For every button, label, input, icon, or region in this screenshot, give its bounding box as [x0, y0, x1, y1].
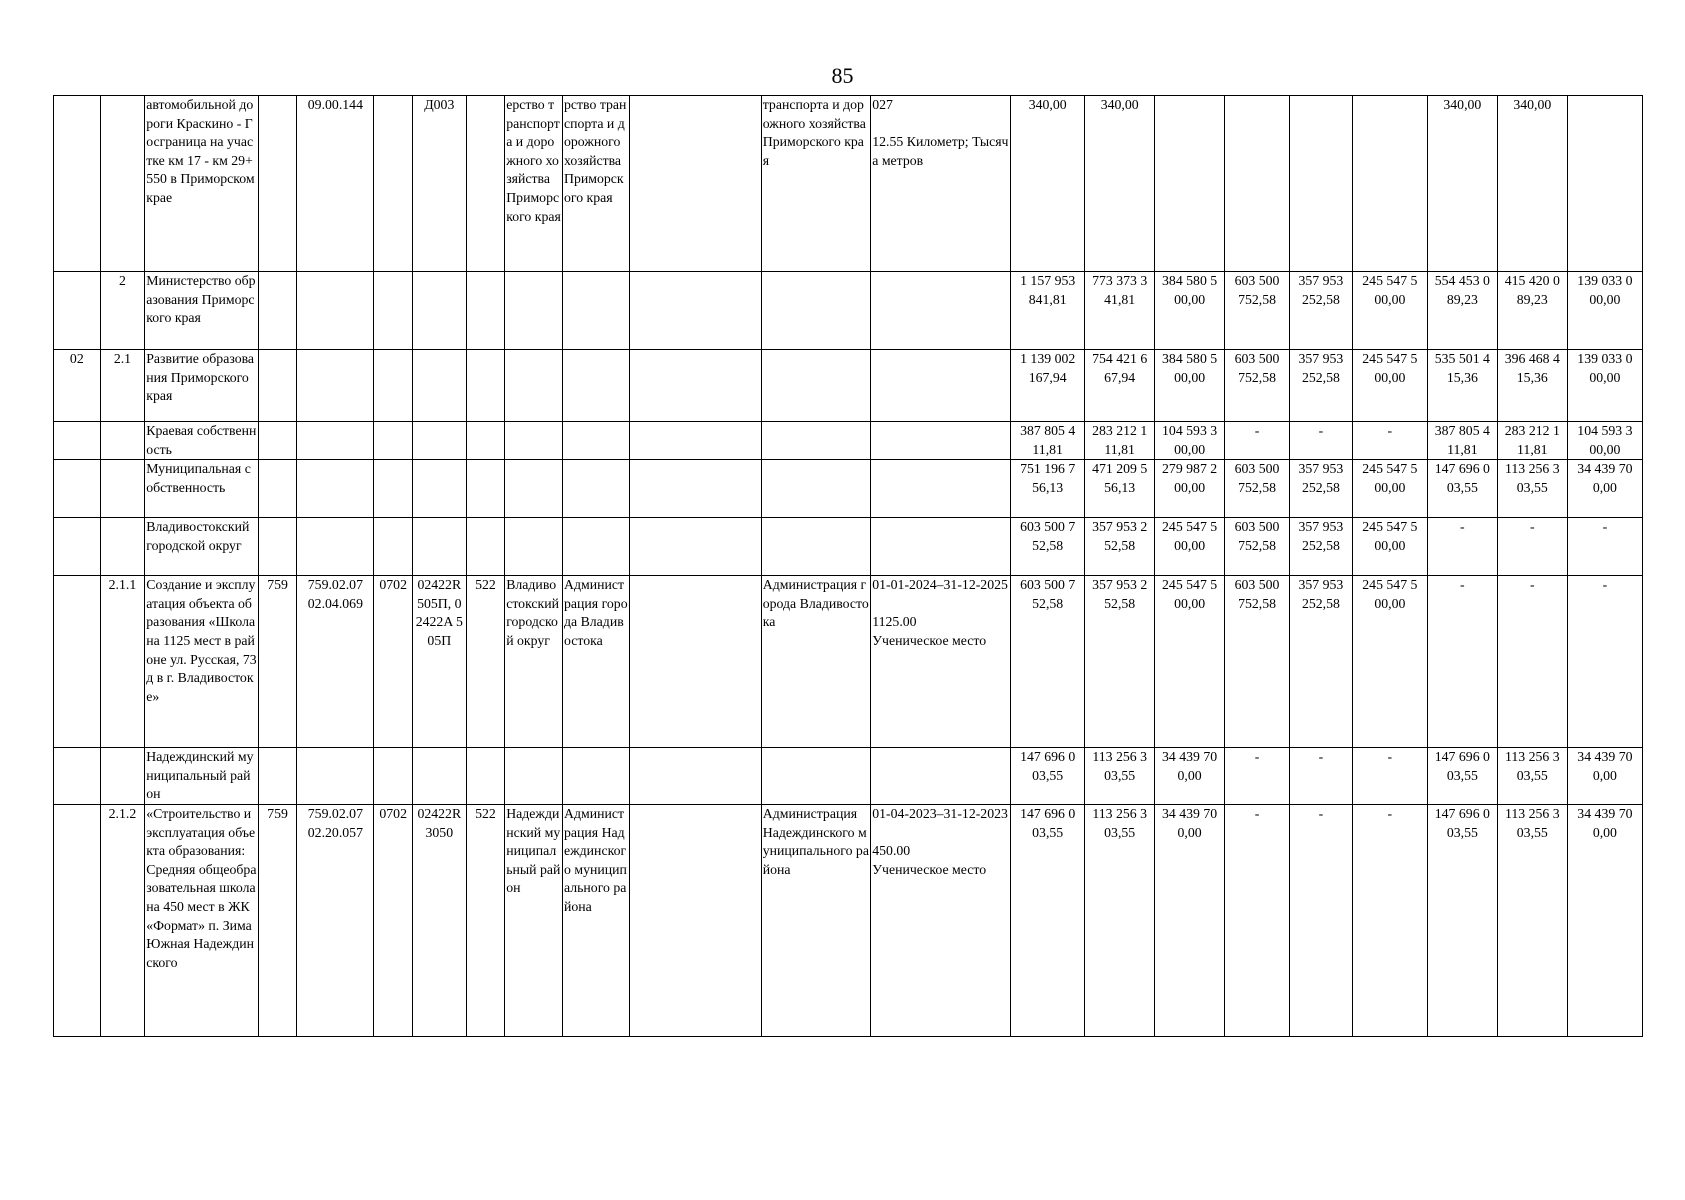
table-cell: [871, 272, 1011, 350]
table-cell: 340,00: [1427, 96, 1497, 272]
table-cell: -: [1567, 518, 1642, 576]
table-cell: 603 500 752,58: [1225, 272, 1290, 350]
table-cell: [1289, 96, 1352, 272]
table-cell: 01-04-2023–31-12-2023 450.00 Ученическое место: [871, 804, 1011, 1036]
table-cell: [761, 272, 871, 350]
table-cell: -: [1289, 422, 1352, 460]
table-cell: [412, 350, 466, 422]
table-cell: [100, 96, 145, 272]
table-cell: [563, 272, 630, 350]
table-cell: -: [1427, 576, 1497, 748]
table-cell: [466, 518, 505, 576]
table-cell: [629, 422, 761, 460]
table-cell: 34 439 70 0,00: [1567, 460, 1642, 518]
table-cell: [412, 460, 466, 518]
table-cell: 773 373 3 41,81: [1085, 272, 1155, 350]
table-cell: [297, 350, 374, 422]
table-cell: [505, 518, 563, 576]
table-cell: [54, 272, 101, 350]
table-cell: 554 453 0 89,23: [1427, 272, 1497, 350]
table-cell: 384 580 5 00,00: [1155, 350, 1225, 422]
table-cell: 245 547 5 00,00: [1352, 350, 1427, 422]
table-cell: [100, 518, 145, 576]
table-cell: 1 157 953 841,81: [1011, 272, 1085, 350]
table-cell: 751 196 7 56,13: [1011, 460, 1085, 518]
table-cell: 01-01-2024–31-12-2025 1125.00 Ученическое место: [871, 576, 1011, 748]
table-cell: [761, 460, 871, 518]
table-cell: 357 953 2 52,58: [1085, 576, 1155, 748]
budget-table: [53, 95, 1643, 1037]
table-cell: 02: [54, 350, 101, 422]
table-cell: [563, 460, 630, 518]
table-cell: [871, 748, 1011, 805]
table-cell: 2.1: [100, 350, 145, 422]
table-cell: -: [1567, 576, 1642, 748]
table-cell: 09.00.144: [297, 96, 374, 272]
table-cell: [258, 748, 297, 805]
table-cell: 535 501 4 15,36: [1427, 350, 1497, 422]
table-cell: 603 500 752,58: [1225, 460, 1290, 518]
table-cell: 340,00: [1497, 96, 1567, 272]
table-cell: [505, 460, 563, 518]
row-regional-property: [54, 422, 1643, 460]
table-cell: [54, 518, 101, 576]
table-cell: 2.1.1: [100, 576, 145, 748]
table-cell: Администрация Надеждинского муниципального района: [563, 804, 630, 1036]
table-cell: 0702: [374, 804, 413, 1036]
table-cell: -: [1225, 804, 1290, 1036]
table-cell: -: [1225, 748, 1290, 805]
row-vladivostok: [54, 518, 1643, 576]
table-cell: 759: [258, 804, 297, 1036]
table-cell: Муниципальная собственность: [145, 460, 259, 518]
table-cell: 113 256 3 03,55: [1085, 748, 1155, 805]
table-cell: 245 547 5 00,00: [1155, 576, 1225, 748]
table-cell: [466, 748, 505, 805]
table-cell: [258, 518, 297, 576]
table-cell: [466, 272, 505, 350]
table-cell: Владивостокский городской округ: [505, 576, 563, 748]
table-cell: 139 033 0 00,00: [1567, 272, 1642, 350]
table-cell: 603 500 752,58: [1225, 350, 1290, 422]
table-cell: 387 805 4 11,81: [1427, 422, 1497, 460]
table-cell: 279 987 2 00,00: [1155, 460, 1225, 518]
table-cell: [563, 350, 630, 422]
table-cell: 283 212 1 11,81: [1085, 422, 1155, 460]
page-number: 85: [831, 63, 854, 88]
table-cell: 340,00: [1011, 96, 1085, 272]
table-cell: Администрация города Владивостока: [563, 576, 630, 748]
table-cell: [466, 96, 505, 272]
table-cell: 113 256 3 03,55: [1497, 460, 1567, 518]
table-cell: 0702: [374, 576, 413, 748]
table-cell: 147 696 0 03,55: [1427, 460, 1497, 518]
table-cell: [505, 748, 563, 805]
table-cell: [563, 422, 630, 460]
table-cell: [871, 350, 1011, 422]
table-cell: [761, 422, 871, 460]
table-cell: Администрация города Владивостока: [761, 576, 871, 748]
table-cell: 245 547 5 00,00: [1352, 460, 1427, 518]
table-cell: 2: [100, 272, 145, 350]
table-cell: 357 953 252,58: [1289, 350, 1352, 422]
table-cell: [100, 422, 145, 460]
table-cell: [629, 350, 761, 422]
row-project-2-1-2: [54, 804, 1643, 1036]
table-cell: [1225, 96, 1290, 272]
table-cell: [100, 460, 145, 518]
row-program-2-1: [54, 350, 1643, 422]
table-cell: 603 500 752,58: [1225, 518, 1290, 576]
table-cell: -: [1289, 748, 1352, 805]
table-cell: [629, 748, 761, 805]
table-cell: 283 212 1 11,81: [1497, 422, 1567, 460]
table-cell: [563, 748, 630, 805]
table-cell: -: [1427, 518, 1497, 576]
table-cell: 245 547 5 00,00: [1352, 518, 1427, 576]
table-cell: [297, 272, 374, 350]
table-cell: [297, 518, 374, 576]
table-cell: Создание и эксплуатация объекта образования «Школа на 1125 мест в районе ул. Русская, 73д в г. Владивостоке»: [145, 576, 259, 748]
table-cell: транспорта и дорожного хозяйства Приморского края: [761, 96, 871, 272]
table-cell: [258, 422, 297, 460]
table-cell: рство транспорта и дорожного хозяйства Приморского края: [563, 96, 630, 272]
table-cell: [297, 460, 374, 518]
table-cell: ерство транспорта и дорожного хозяйства Приморского края: [505, 96, 563, 272]
table-cell: -: [1352, 804, 1427, 1036]
table-cell: 02422R 505П, 02422A 505П: [412, 576, 466, 748]
row-project-2-1-1: [54, 576, 1643, 748]
table-cell: [374, 518, 413, 576]
table-cell: 113 256 3 03,55: [1497, 748, 1567, 805]
table-cell: 139 033 0 00,00: [1567, 350, 1642, 422]
table-cell: 1 139 002 167,94: [1011, 350, 1085, 422]
table-cell: Министерство образования Приморского края: [145, 272, 259, 350]
table-cell: [629, 518, 761, 576]
table-cell: 113 256 3 03,55: [1085, 804, 1155, 1036]
table-cell: [505, 272, 563, 350]
table-cell: [761, 350, 871, 422]
table-cell: [466, 422, 505, 460]
table-cell: 34 439 70 0,00: [1567, 748, 1642, 805]
row-continuation: [54, 96, 1643, 272]
table-cell: [258, 272, 297, 350]
table-cell: [412, 272, 466, 350]
table-cell: [297, 422, 374, 460]
table-cell: -: [1289, 804, 1352, 1036]
table-cell: 245 547 5 00,00: [1155, 518, 1225, 576]
table-cell: Надеждинский муниципальный район: [505, 804, 563, 1036]
table-cell: 754 421 6 67,94: [1085, 350, 1155, 422]
table-cell: [374, 96, 413, 272]
table-cell: 384 580 5 00,00: [1155, 272, 1225, 350]
table-cell: 603 500 752,58: [1225, 576, 1290, 748]
table-cell: [374, 272, 413, 350]
table-cell: 357 953 252,58: [1289, 576, 1352, 748]
table-cell: Краевая собственность: [145, 422, 259, 460]
table-cell: [871, 518, 1011, 576]
table-cell: 357 953 252,58: [1289, 460, 1352, 518]
table-cell: автомобильной дороги Краскино - Госграница на участке км 17 - км 29+550 в Приморском крае: [145, 96, 259, 272]
row-nadezhdinsky: [54, 748, 1643, 805]
table-cell: 02422R 3050: [412, 804, 466, 1036]
table-cell: [761, 518, 871, 576]
table-cell: 522: [466, 804, 505, 1036]
table-cell: 147 696 0 03,55: [1011, 748, 1085, 805]
table-cell: 027 12.55 Километр; Тысяча метров: [871, 96, 1011, 272]
table-cell: [374, 748, 413, 805]
table-cell: [1155, 96, 1225, 272]
table-cell: 34 439 70 0,00: [1567, 804, 1642, 1036]
table-cell: 147 696 0 03,55: [1011, 804, 1085, 1036]
table-cell: 759: [258, 576, 297, 748]
table-cell: Владивостокский городской округ: [145, 518, 259, 576]
table-cell: 759.02.07 02.20.057: [297, 804, 374, 1036]
table-cell: [54, 576, 101, 748]
table-cell: [629, 272, 761, 350]
table-cell: [1567, 96, 1642, 272]
table-cell: 104 593 3 00,00: [1567, 422, 1642, 460]
table-cell: 471 209 5 56,13: [1085, 460, 1155, 518]
table-cell: Администрация Надеждинского муниципального района: [761, 804, 871, 1036]
table-cell: Надеждинский муниципальный район: [145, 748, 259, 805]
table-cell: 603 500 7 52,58: [1011, 518, 1085, 576]
table-cell: [761, 748, 871, 805]
table-cell: 603 500 7 52,58: [1011, 576, 1085, 748]
table-cell: [374, 422, 413, 460]
table-cell: 357 953 252,58: [1289, 272, 1352, 350]
row-municipal-property: [54, 460, 1643, 518]
table-cell: 34 439 70 0,00: [1155, 804, 1225, 1036]
table-cell: 759.02.07 02.04.069: [297, 576, 374, 748]
table-cell: [54, 804, 101, 1036]
table-cell: 357 953 252,58: [1289, 518, 1352, 576]
table-cell: 415 420 0 89,23: [1497, 272, 1567, 350]
table-cell: [505, 422, 563, 460]
table-cell: -: [1352, 748, 1427, 805]
table-cell: -: [1497, 576, 1567, 748]
row-ministry: [54, 272, 1643, 350]
table-cell: [258, 350, 297, 422]
table-cell: [466, 350, 505, 422]
table-cell: 245 547 5 00,00: [1352, 576, 1427, 748]
table-cell: [466, 460, 505, 518]
table-cell: -: [1352, 422, 1427, 460]
table-cell: [258, 460, 297, 518]
table-cell: «Строительство и эксплуатация объекта образования: Средняя общеобразовательная школа на 450 мест в ЖК «Формат» п. Зима Южная Надеждинского: [145, 804, 259, 1036]
table-cell: [54, 460, 101, 518]
table-cell: [871, 422, 1011, 460]
table-cell: 104 593 3 00,00: [1155, 422, 1225, 460]
table-cell: [412, 748, 466, 805]
table-cell: [629, 576, 761, 748]
table-cell: [1352, 96, 1427, 272]
table-cell: 245 547 5 00,00: [1352, 272, 1427, 350]
table-cell: 340,00: [1085, 96, 1155, 272]
table-cell: 113 256 3 03,55: [1497, 804, 1567, 1036]
table-cell: [54, 96, 101, 272]
table-cell: Д003: [412, 96, 466, 272]
table-cell: [629, 96, 761, 272]
table-cell: 357 953 2 52,58: [1085, 518, 1155, 576]
table-cell: [374, 460, 413, 518]
table-cell: -: [1497, 518, 1567, 576]
table-cell: [563, 518, 630, 576]
table-cell: [297, 748, 374, 805]
table-cell: [871, 460, 1011, 518]
table-cell: 396 468 4 15,36: [1497, 350, 1567, 422]
table-cell: [374, 350, 413, 422]
table-cell: [505, 350, 563, 422]
table-cell: [412, 422, 466, 460]
table-cell: Развитие образования Приморского края: [145, 350, 259, 422]
table-cell: 147 696 0 03,55: [1427, 804, 1497, 1036]
table-cell: [412, 518, 466, 576]
table-cell: 387 805 4 11,81: [1011, 422, 1085, 460]
table-cell: [629, 804, 761, 1036]
table-cell: [629, 460, 761, 518]
table-cell: -: [1225, 422, 1290, 460]
table-cell: [54, 748, 101, 805]
table-cell: 2.1.2: [100, 804, 145, 1036]
table-cell: 147 696 0 03,55: [1427, 748, 1497, 805]
table-cell: [100, 748, 145, 805]
table-cell: 34 439 70 0,00: [1155, 748, 1225, 805]
table-cell: 522: [466, 576, 505, 748]
table-cell: [258, 96, 297, 272]
table-cell: [54, 422, 101, 460]
